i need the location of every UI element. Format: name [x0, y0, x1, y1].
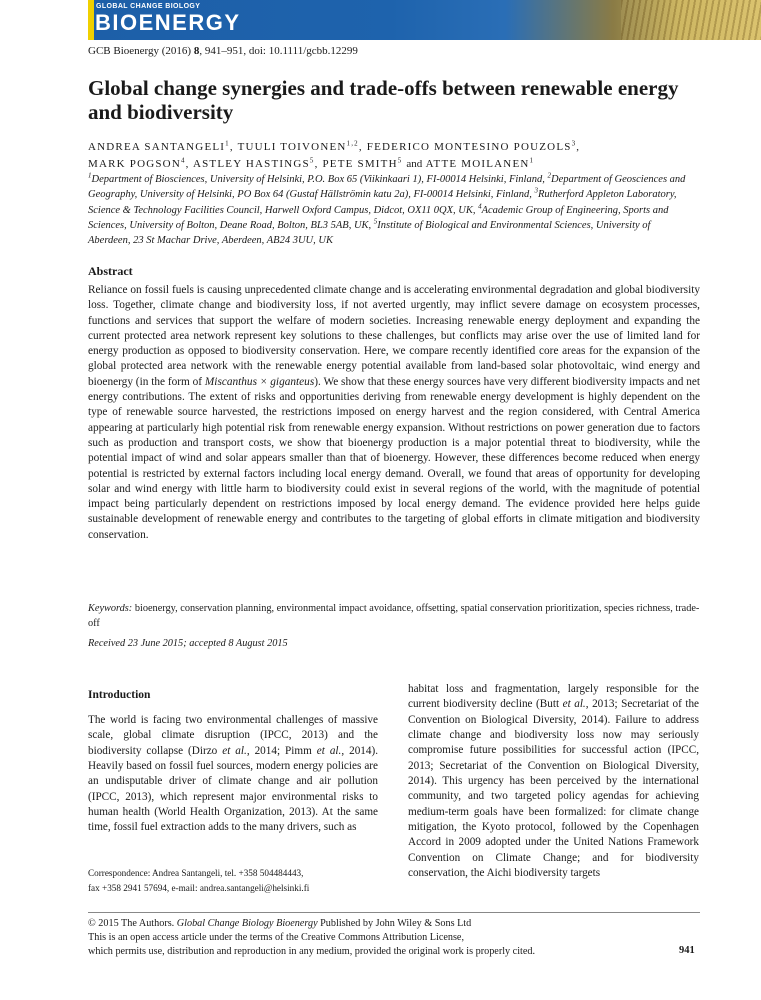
- affiliations: [88, 172, 688, 248]
- et-al: et al.: [562, 698, 586, 711]
- citation-suffix: , 941–951, doi: 10.1111/gcbb.12299: [199, 45, 358, 57]
- affil-text: Department of Geosciences and Geography, University of Helsinki, PO Box 64 (Gustaf Hällströmin katu 2a), FI-00014 Helsinki, Finland,: [88, 174, 686, 201]
- body-text: habitat loss and fragmentation, largely responsible for the current biodiversity decline (Butt: [408, 683, 699, 711]
- journal-series: GLOBAL CHANGE BIOLOGY: [96, 3, 201, 10]
- author-name: ATTE MOILANEN: [425, 158, 530, 170]
- et-al: et al.: [222, 744, 247, 757]
- journal-ribbon: [88, 0, 94, 40]
- author-name: MARK POGSON: [88, 158, 181, 170]
- author-name: TUULI TOIVONEN: [237, 141, 347, 153]
- correspondence-line: fax +358 2941 57694, e-mail: andrea.santangeli@helsinki.fi: [88, 882, 310, 893]
- author-affil-ref: 1: [529, 156, 535, 165]
- author-affil-ref: 3: [571, 139, 577, 148]
- correspondence: [88, 866, 378, 895]
- page-number: 941: [679, 945, 695, 956]
- footer-divider: [88, 912, 700, 913]
- received-dates: Received 23 June 2015; accepted 8 August 2015: [88, 638, 288, 649]
- keywords-label: Keywords:: [88, 603, 133, 614]
- abstract-heading: Abstract: [88, 264, 133, 278]
- intro-column-left: [88, 713, 378, 836]
- author-name: ANDREA SANTANGELI: [88, 141, 226, 153]
- footer-license: This is an open access article under the terms of the Creative Commons Attribution License,: [88, 932, 464, 943]
- footer-publisher: Published by John Wiley & Sons Ltd: [317, 918, 472, 929]
- footer-license: which permits use, distribution and reproduction in any medium, provided the original work is properly cited.: [88, 946, 536, 957]
- author-name: ASTLEY HASTINGS: [192, 158, 310, 170]
- affil-text: Institute of Biological and Environmental Sciences, University of Aberdeen, 23 St Machar Drive, Aberdeen, AB24 3UU, UK: [88, 219, 651, 247]
- author-affil-ref: 1,2: [346, 139, 359, 148]
- journal-banner: [88, 0, 761, 40]
- author-name: FEDERICO MONTESINO POUZOLS: [366, 141, 572, 153]
- abstract-part: Reliance on fossil fuels is causing unprecedented climate change and is accelerating environmental degradation and global biodiversity loss. Together, climate change and biodiversity loss, if not averted urgently, may inflict severe damage on ecosystem processes, functions and services that support the welfare of modern societies. Increasing renewable energy deployment and expanding the current protected area network represent key solutions to these challenges, but conflicts may arise over the use of limited land for energy production as opposed to biodiversity conservation. Here, we compare recently identified core areas for the expansion of the global protected area network with the renewable energy potential available from land-based solar photovoltaic, wind energy and bioenergy (in the form of: [88, 284, 700, 388]
- banner-field-image: [621, 0, 761, 40]
- body-text: The world is facing two environmental challenges of massive scale, global climate disruption (IPCC, 2013) and the biodiversity collapse (Dirzo: [88, 714, 378, 757]
- affil-number: 3: [534, 186, 538, 195]
- keywords: [88, 601, 700, 631]
- article-title: Global change synergies and trade-offs between renewable energy and biodiversity: [88, 76, 679, 124]
- author-affil-ref: 5: [309, 156, 315, 165]
- affil-number: 1: [88, 171, 92, 180]
- species-name: Miscanthus × giganteus: [204, 375, 315, 388]
- citation-volume: 8: [193, 45, 200, 57]
- body-text: , 2014). Heavily based on fossil fuel sources, modern energy policies are an undisputable driver of climate change and air pollution (IPCC, 2013), which represent major environmental risks to human health (World Health Organization, 2013). At the same time, fossil fuel extraction adds to the many drivers, such as: [88, 744, 379, 834]
- author-and: and: [406, 158, 423, 170]
- correspondence-line: Correspondence: Andrea Santangeli, tel. +358 504484443,: [88, 868, 304, 878]
- affil-text: Rutherford Appleton Laboratory, Science & Technology Facilities Council, Harwell Oxford Campus, Didcot, OX11 0QX, UK,: [88, 189, 677, 216]
- author-name: PETE SMITH: [322, 158, 398, 170]
- author-affil-ref: 5: [397, 156, 403, 165]
- author-affil-ref: 1: [225, 139, 230, 148]
- body-text: , 2013; Secretariat of the Convention on Biological Diversity, 2014). Failure to address climate change and biodiversity loss now may seriously compromise future possibilities for successful action (IPCC, 2013; Secretariat of the Convention on Biological Diversity, 2014). This urgency has been perceived by the international community, and two targeted policy agendas for achieving medium-term goals have been formalized: for climate change mitigation, the Kyoto protocol, followed by the Copenhagen Accord in 2009 adopted under the United Nations Framework Convention on Climate Change; and for biodiversity conservation, the Aichi biodiversity targets: [408, 698, 700, 880]
- keywords-text: bioenergy, conservation planning, environmental impact avoidance, offsetting, spatial conservation prioritization, species richness, trade-off: [88, 603, 700, 629]
- et-al: et al.: [316, 744, 342, 757]
- affil-text: Department of Biosciences, University of Helsinki, P.O. Box 65 (Viikinkaari 1), FI-00014 Helsinki, Finland,: [91, 174, 548, 185]
- footer-copyright: © 2015 The Authors.: [88, 918, 177, 929]
- affil-number: 4: [478, 202, 482, 211]
- citation-prefix: GCB Bioenergy (2016): [88, 45, 192, 57]
- body-text: , 2014; Pimm: [246, 744, 317, 757]
- journal-name: BIOENERGY: [95, 10, 241, 35]
- intro-column-right: [408, 682, 699, 881]
- author-affil-ref: 4: [180, 156, 186, 165]
- footer-journal: Global Change Biology Bioenergy: [176, 918, 318, 929]
- introduction-heading: Introduction: [88, 689, 151, 701]
- citation-line: [88, 45, 358, 57]
- abstract-text: [88, 283, 700, 543]
- affil-number: 5: [373, 217, 378, 226]
- footer: [88, 917, 648, 959]
- affil-number: 2: [547, 171, 551, 180]
- abstract-part: ). We show that these energy sources have very different biodiversity impacts and net energy contributions. The extent of risks and opportunities deriving from renewable energy development is highly dependent on the type of renewable source harvested, the restrictions imposed on energy harvest and the region considered, with Central America appearing at particularly high potential risk from renewable energy expansion. Without restrictions on power generation due to factors such as production and transport costs, we show that bioenergy production is a major potential threat to biodiversity, while the potential impact of wind and solar appears smaller than that of bioenergy. However, these differences become reduced when energy potential is restricted by external factors including local energy demand. Overall, we found that areas of opportunity for developing solar and wind energy with little harm to biodiversity could exist in several regions of the world, with the magnitude of potential impact being particularly dependent on restrictions imposed by local energy demand. The evidence provided here helps guide sustainable development of renewable energy and contributes to the targeting of global efforts in climate mitigation and biodiversity conservation.: [88, 375, 700, 541]
- affil-text: Academic Group of Engineering, Sports and Sciences, University of Bolton, Deane Road, Bolton, BL3 5AB, UK,: [88, 204, 669, 231]
- author-list: ANDREA SANTANGELI$^1$, TUULI TOIVONEN$^{1,2}$, FEDERICO MONTESINO POUZOLS$^3$, MARK POGSON$^4$, ASTLEY HASTINGS$^5$, PETE SMITH$^5$ and ATTE MOILANEN$^1$: [88, 139, 581, 170]
